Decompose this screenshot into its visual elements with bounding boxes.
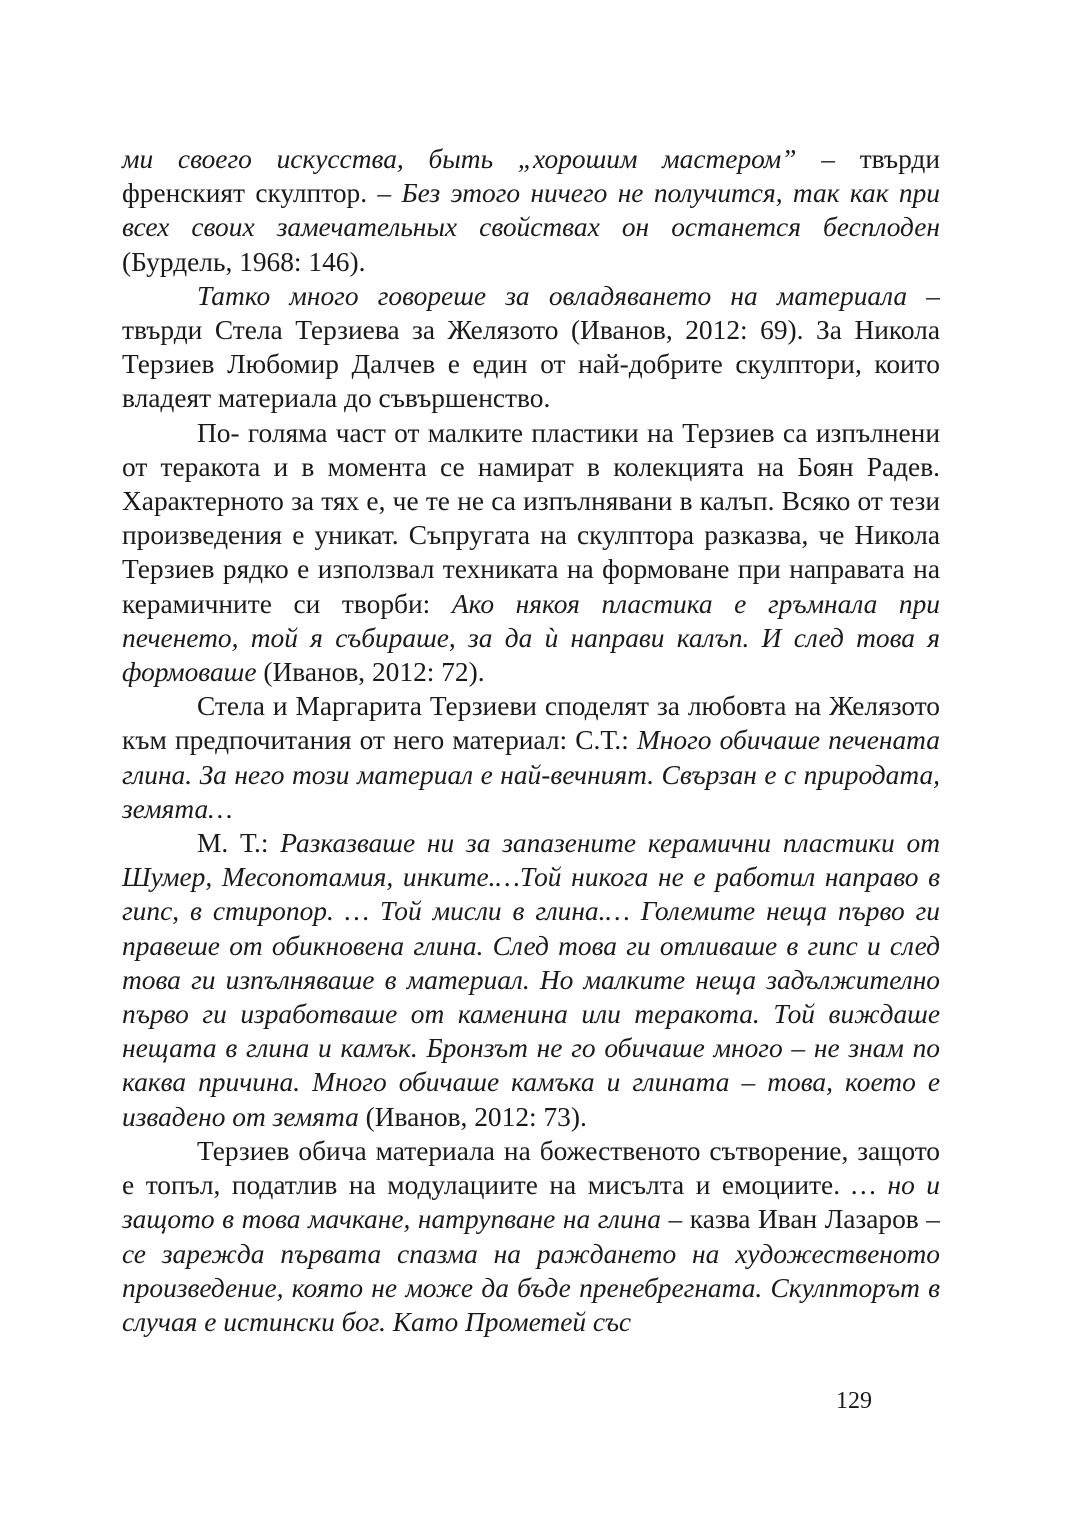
italic-quote: … но и защото в това мачкане, натрупване на глина [122, 1170, 941, 1235]
paragraph-p4 [122, 689, 940, 826]
paragraph-p5 [122, 826, 940, 1134]
text-run: – казва Иван Лазаров – [660, 1204, 941, 1235]
paragraph-p1 [122, 142, 940, 279]
italic-quote: Много обичаше печената глина. За него този материал е най-вечният. Свързан е с природата, земята… [122, 725, 940, 824]
italic-quote: се зарежда първата спазма на раждането на художественото произведение, която не може да бъде пренебрегната. Скулпторът в случая е истински бог. Като Прометей със [122, 1238, 940, 1337]
italic-quote: Без этого ничего не получится, так как при всех своих замечательных свойствах он останется бесплоден [122, 178, 940, 243]
italic-quote: Ако някоя пластика е гръмнала при печенето, той я събираше, за да ѝ направи калъп. И след това я формоваше [122, 588, 941, 688]
text-run: По- голяма част от малките пластики на Терзиев са изпълнени от теракота и в момента се намират в колекцията на Боян Радев. Характерното за тях е, че те не са изпълнявани в калъп. Всяко от тези произведения е уникат. Съпругата на скулптора разказва, че Никола Терзиев рядко е използвал техниката на формоване при направата на керамичните си творби: [122, 417, 940, 619]
text-run: – твърди Стела Терзиева за Желязото (Иванов, 2012: 69). За Никола Терзиев Любомир Далчев е един от най-добрите скулптори, които владеят материала до съвършенство. [122, 280, 940, 414]
text-run: Стела и Маргарита Терзиеви споделят за любовта на Желязото към предпочитания от него материал: С.Т.: [122, 691, 940, 756]
text-run: – твърди френският скулптор. – [122, 144, 941, 209]
page-number: 129 [836, 1388, 872, 1414]
italic-quote: Татко много говореше за овладяването на материала [197, 280, 908, 311]
paragraph-p6 [122, 1134, 940, 1339]
italic-quote: ми своего искусства, быть „хорошим мастером” [122, 144, 797, 174]
text-run: М. Т.: [197, 828, 281, 859]
text-run: Терзиев обича материала на божественото сътворение, защото е топъл, податлив на модулациите на мисълта и емоциите. [122, 1135, 940, 1201]
text-run: (Бурдель, 1968: 146). [122, 246, 366, 277]
body-text [122, 142, 940, 1339]
text-run: (Иванов, 2012: 72). [256, 657, 485, 688]
paragraph-p3 [122, 416, 940, 690]
text-run: (Иванов, 2012: 73). [358, 1101, 587, 1132]
paragraph-p2 [122, 279, 940, 416]
italic-quote: Разказваше ни за запазените керамични пластики от Шумер, Месопотамия, инките.…Той никога не е работил направо в гипс, в стиропор. … Той мисли в глина.… Големите неща първо ги правеше от обикновена глина. След това ги отливаше в гипс и след това ги изпълняваше в материал. Но малките неща задължително първо ги изработваше от каменина или теракота. Той виждаше нещата в глина и камък. Бронзът не го обичаше много – не знам по каква причина. Много обичаше камъка и глината – това, което е извадено от земята [122, 828, 940, 1132]
